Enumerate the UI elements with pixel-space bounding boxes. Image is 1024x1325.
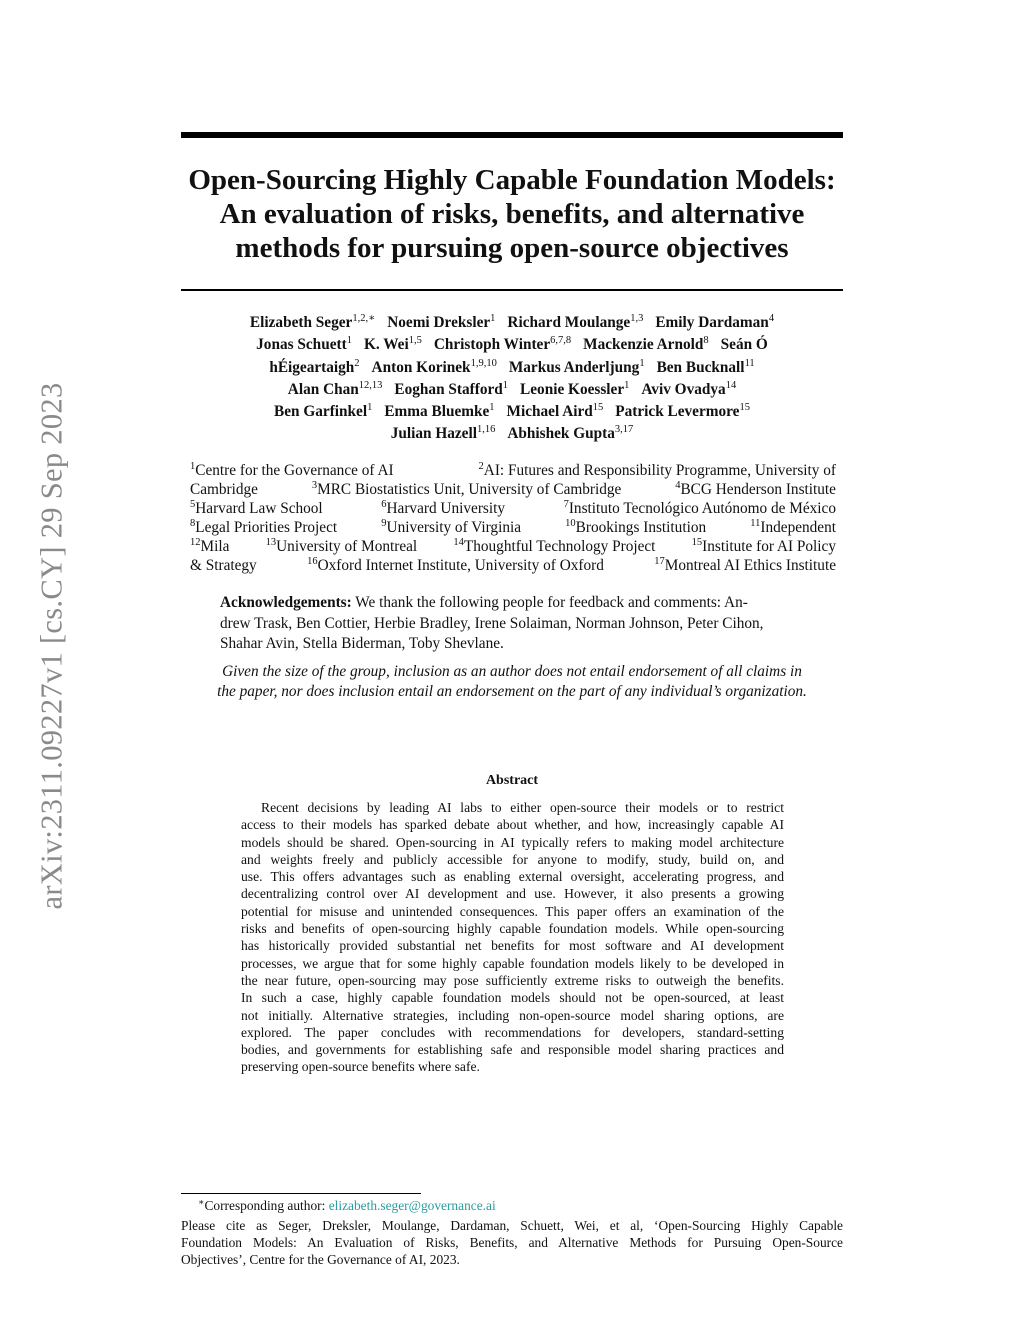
author-line xyxy=(181,357,843,379)
abstract-line: potential for misuse and unintended consequences. This paper offers an examination of the xyxy=(241,903,784,919)
affiliation-item: $^6$Harvard University xyxy=(381,499,506,517)
footnote xyxy=(181,1197,843,1268)
author-affiliation-marker: 1,3 xyxy=(630,313,644,324)
author-affiliation-marker: 15 xyxy=(592,402,604,414)
author-name: Patrick Levermore$^{15}$ xyxy=(615,402,750,421)
affiliation-number: 17 xyxy=(654,556,665,567)
affiliation-item: $^5$Harvard Law School xyxy=(190,499,323,517)
affiliation-item: $^4$BCG Henderson Institute xyxy=(675,480,836,498)
author-affiliation-marker: 1 xyxy=(367,402,373,414)
affiliation-number: 3 xyxy=(311,480,318,491)
author-affiliation-marker: 1 xyxy=(639,357,645,369)
note-line: Given the size of the group, inclusion as an author does not entail endorsement of all claims in xyxy=(222,663,802,680)
affiliation-number: 12 xyxy=(190,537,201,548)
corresponding-author-line xyxy=(181,1197,843,1217)
author-list xyxy=(181,312,843,446)
title-line: methods for pursuing open-source objectives xyxy=(235,232,789,264)
abstract-line: risks and benefits of open-sourcing highly capable foundation models. While open-sourcing xyxy=(241,921,784,937)
author-name: Leonie Koessler$^1$ xyxy=(520,379,630,398)
affiliation-line xyxy=(190,499,836,518)
author-name: K. Wei$^{1,5}$ xyxy=(363,335,422,354)
affiliation-line xyxy=(190,518,836,537)
citation-line: Objectives’, Centre for the Governance of AI, 2023. xyxy=(181,1252,460,1267)
author-name: Alan Chan$^{12,13}$ xyxy=(287,379,383,398)
author-affiliation-marker: 1 xyxy=(502,379,509,391)
abstract-line: not initially. Alternative strategies, including non-open-source model sharing options, are xyxy=(241,1007,784,1023)
author-affiliation-marker: 1 xyxy=(490,313,496,324)
affiliation-number: 9 xyxy=(381,518,387,529)
author-name: Emily Dardaman$^4$ xyxy=(655,313,775,331)
citation-line: Foundation Models: An Evaluation of Risks, Benefits, and Alternative Methods for Pursuing Open-Source xyxy=(181,1235,843,1250)
affiliation-item: $^2$AI: Futures and Responsibility Programme, University of xyxy=(478,461,836,479)
affiliation-line xyxy=(190,461,836,480)
title-line: An evaluation of risks, benefits, and alternative xyxy=(219,198,805,230)
affiliation-item: $^{16}$Oxford Internet Institute, University of Oxford xyxy=(307,556,604,574)
affiliation-item: $^{15}$Institute for AI Policy xyxy=(691,537,836,555)
title-line: Open-Sourcing Highly Capable Foundation Models: xyxy=(188,164,836,196)
affiliation-number: 2 xyxy=(478,461,484,472)
abstract-line: use. This offers advantages such as enabling external oversight, accelerating progress, and xyxy=(241,869,784,885)
abstract-line: has historically provided substantial net benefits for most software and AI development xyxy=(241,938,784,954)
paper-title xyxy=(181,163,843,265)
author-line xyxy=(181,423,843,445)
affiliation-line xyxy=(190,537,836,556)
affiliation-item: $^{17}$Montreal AI Ethics Institute xyxy=(654,556,836,574)
abstract-line: processes, we argue that for some highly capable foundation models likely to be developed in xyxy=(241,955,784,971)
affiliation-item: $^{12}$Mila xyxy=(190,537,230,555)
affiliation-line xyxy=(190,480,836,499)
arxiv-sidebar-stamp xyxy=(30,350,74,942)
affiliation-item: $^{10}$Brookings Institution xyxy=(565,518,707,536)
affiliation-item: $^{13}$University of Montreal xyxy=(265,537,418,555)
affiliation-item: $^9$University of Virginia xyxy=(381,518,522,536)
author-line xyxy=(181,401,843,423)
author-name: Markus Anderljung$^1$ xyxy=(508,357,645,376)
author-affiliation-marker: 12,13 xyxy=(358,379,383,391)
affiliation-item: $^8$Legal Priorities Project xyxy=(190,518,338,536)
author-line xyxy=(181,379,843,401)
affiliation-item: $^7$Instituto Tecnológico Autónomo de México xyxy=(563,499,836,517)
abstract-line: explored. The paper concludes with recommendations for developers, standard-setting xyxy=(241,1024,784,1040)
author-affiliation-marker: 1 xyxy=(489,402,495,414)
author-name: Mackenzie Arnold$^8$ xyxy=(583,335,709,354)
citation-line: Please cite as Seger, Dreksler, Moulange, Dardaman, Schuett, Wei, et al, ‘Open-Sourcing Highly Capable xyxy=(181,1218,843,1233)
author-name: Abhishek Gupta$^{3,17}$ xyxy=(507,424,634,443)
abstract-line: models should be shared. Open-sourcing in AI typically refers to making model architecture xyxy=(241,834,784,850)
ack-line xyxy=(220,593,806,614)
note-line: the paper, nor does inclusion entail an endorsement on the part of any individual’s organization. xyxy=(217,683,807,700)
ack-text: We thank the following people for feedback and comments: An- xyxy=(355,594,748,611)
author-affiliation-marker: 14 xyxy=(725,379,737,391)
affiliation-number: 11 xyxy=(750,518,761,529)
ack-line: drew Trask, Ben Cottier, Herbie Bradley, Irene Solaiman, Norman Johnson, Peter Cihon, xyxy=(220,614,764,632)
affiliation-number: 1 xyxy=(190,461,196,472)
author-name: Aviv Ovadya$^{14}$ xyxy=(641,379,737,398)
author-affiliation-marker: 1,16 xyxy=(476,424,496,436)
acknowledgements xyxy=(220,593,806,655)
abstract-line: access to their models has sparked debate about whether, and how, increasingly capable AI xyxy=(241,817,784,833)
abstract-line: Recent decisions by leading AI labs to either open-source their models or to restrict xyxy=(261,800,784,815)
author-affiliation-marker: 11 xyxy=(744,357,755,369)
affiliation-number: 13 xyxy=(265,537,277,548)
arxiv-identifier: arXiv:2311.09227v1 [cs.CY] 29 Sep 2023 xyxy=(34,382,69,910)
corresponding-email-link[interactable]: elizabeth.seger@governance.ai xyxy=(328,1198,496,1213)
author-name: Emma Bluemke$^1$ xyxy=(384,402,495,421)
endorsement-note xyxy=(181,662,843,702)
abstract-line: the near future, open-sourcing may pose sufficiently extreme risks to outweigh the benefits. xyxy=(241,972,784,988)
author-line xyxy=(181,312,843,334)
author-affiliation-marker: 3,17 xyxy=(614,424,634,436)
affiliation-number: 14 xyxy=(453,537,464,548)
affiliation-number: 15 xyxy=(691,537,703,548)
title-bottom-rule xyxy=(181,289,843,291)
author-name: Michael Aird$^{15}$ xyxy=(506,402,604,421)
affiliation-number: 5 xyxy=(190,499,196,510)
abstract-heading: Abstract xyxy=(485,773,539,788)
author-affiliation-marker: 6,7,8 xyxy=(550,335,572,347)
author-name: Christoph Winter$^{6,7,8}$ xyxy=(433,335,572,354)
author-name: Elizabeth Seger$^{1,2,∗}$ xyxy=(249,313,376,331)
affiliations xyxy=(190,461,836,575)
author-name: Jonas Schuett$^1$ xyxy=(256,335,352,354)
author-affiliation-marker: 1 xyxy=(624,379,630,391)
author-line xyxy=(181,334,843,356)
abstract-line: bodies, and governments for establishing safe and responsible model sharing practices and xyxy=(241,1042,784,1058)
affiliation-number: 10 xyxy=(565,518,576,529)
author-name: Ben Garfinkel$^1$ xyxy=(274,402,373,421)
ack-line: Shahar Avin, Stella Biderman, Toby Shevlane. xyxy=(220,635,504,652)
author-name: Ben Bucknall$^{11}$ xyxy=(656,357,755,376)
title-top-rule xyxy=(181,132,843,138)
author-affiliation-marker: 1 xyxy=(346,335,352,347)
affiliation-line xyxy=(190,556,836,575)
author-name: Julian Hazell$^{1,16}$ xyxy=(390,424,496,443)
affiliation-number: 8 xyxy=(190,518,196,529)
author-affiliation-marker: 1,5 xyxy=(408,335,422,347)
affiliation-item: Cambridge xyxy=(190,481,258,498)
affiliation-item: $^1$Centre for the Governance of AI xyxy=(190,461,394,479)
author-name: Eoghan Stafford$^1$ xyxy=(394,379,509,398)
author-affiliation-marker: 15 xyxy=(739,402,750,414)
abstract-line: preserving open-source benefits where safe. xyxy=(241,1059,480,1075)
abstract-line: decentralizing control over AI development and use. However, it also presents a growing xyxy=(241,886,784,902)
affiliation-item: $^3$MRC Biostatistics Unit, University of Cambridge xyxy=(311,480,622,498)
affiliation-item: $^{14}$Thoughtful Technology Project xyxy=(453,537,656,555)
footnote-marker: ∗ xyxy=(198,1198,205,1208)
corresponding-author-label: Corresponding author: xyxy=(204,1198,329,1213)
affiliation-number: 7 xyxy=(563,499,569,510)
affiliation-item: $^{11}$Independent xyxy=(750,518,836,536)
author-affiliation-marker: 1,9,10 xyxy=(470,357,497,369)
footnote-rule xyxy=(181,1193,421,1194)
author-name: Noemi Dreksler$^1$ xyxy=(387,313,496,331)
affiliation-item: & Strategy xyxy=(190,557,257,574)
affiliation-number: 4 xyxy=(675,480,681,491)
author-affiliation-marker: 1,2,∗ xyxy=(352,313,376,324)
ack-label: Acknowledgements: xyxy=(220,594,352,611)
author-affiliation-marker: 2 xyxy=(354,357,360,369)
affiliation-number: 6 xyxy=(381,499,387,510)
abstract-line: and weights freely and publicly accessible for anyone to modify, study, build on, and xyxy=(241,851,784,867)
author-affiliation-marker: 4 xyxy=(768,313,775,324)
author-affiliation-marker: 8 xyxy=(703,335,709,347)
author-name: hÉigeartaigh$^2$ xyxy=(269,357,360,376)
author-name: Richard Moulange$^{1,3}$ xyxy=(507,313,644,331)
abstract-line: In such a case, highly capable foundation models should not be open-sourced, at least xyxy=(241,990,784,1006)
affiliation-number: 16 xyxy=(307,556,318,567)
author-name: Anton Korinek$^{1,9,10}$ xyxy=(371,357,497,376)
abstract-body xyxy=(241,799,784,1076)
author-name: Seán Ó xyxy=(720,336,768,354)
